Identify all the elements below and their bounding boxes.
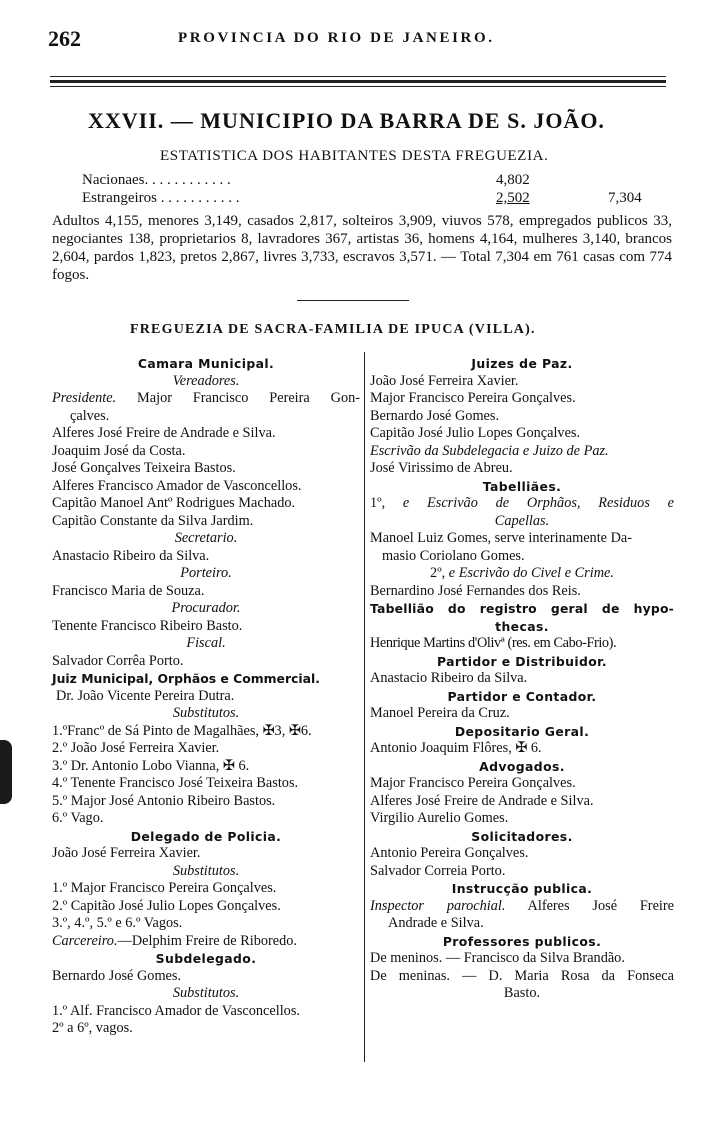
subdelegado-substituto-1: 1.º Alf. Francisco Amador de Vasconcellos. (52, 1002, 300, 1019)
partidor-distribuidor-heading: Partidor e Distribuidor. (436, 653, 608, 669)
freguezia-title: FREGUEZIA DE SACRA-FAMILIA DE IPUCA (VILLA). (130, 322, 536, 337)
section-subtitle: ESTATISTICA DOS HABITANTES DESTA FREGUEZIA. (160, 148, 549, 164)
juiz-substituto-3: 3.º Dr. Antonio Lobo Vianna, ✠ 6. (52, 757, 250, 774)
header-rule-top (50, 76, 666, 77)
inspector-role: Inspector parochial. (370, 897, 506, 914)
vereador-4: Alferes Francisco Amador de Vasconcellos. (52, 477, 302, 494)
tabelliao-1-prefix: 1º, (370, 495, 386, 511)
advogados-heading: Advogados. (479, 758, 565, 774)
carcereiro-name: —Delphim Freire de Riboredo. (117, 932, 297, 949)
solicitador-2: Salvador Correia Porto. (370, 862, 506, 879)
juizes-paz-heading: Juizes de Paz. (471, 356, 573, 371)
delegado-substitutos-subheading: Substitutos. (172, 862, 240, 879)
juiz-paz-3: Bernardo José Gomes. (370, 407, 500, 424)
tabelliao-1-line (370, 495, 674, 513)
secretario-subheading: Secretario. (174, 530, 238, 546)
juiz-paz-1: João José Ferreira Xavier. (370, 372, 519, 389)
professor-meninas: De meninas. — D. Maria Rosa da Fonseca (370, 967, 674, 984)
juiz-substituto-5: 5.º Major José Antonio Ribeiro Bastos. (52, 792, 276, 809)
advogado-2: Alferes José Freire de Andrade e Silva. (370, 792, 594, 809)
porteiro-name: Francisco Maria de Souza. (52, 582, 205, 599)
vereador-6: Capitão Constante da Silva Jardim. (52, 512, 254, 529)
escrivao-paz-name: José Virissimo de Abreu. (370, 460, 513, 476)
instruccao-heading: Instrucção publica. (451, 881, 593, 896)
delegado-substituto-2: 2.º Capitão José Julio Lopes Gonçalves. (52, 897, 281, 914)
juiz-paz-2: Major Francisco Pereira Gonçalves. (370, 390, 576, 406)
porteiro-subheading: Porteiro. (180, 565, 232, 581)
juiz-name: Dr. João Vicente Pereira Dutra. (56, 687, 235, 704)
registro-name: Henrique Martins d'Olivª (res. em Cabo-Frio). (370, 635, 617, 651)
juiz-substituto-6: 6.º Vago. (52, 810, 104, 826)
presidente-role: Presidente. (52, 390, 117, 406)
procurador-name: Tenente Francisco Ribeiro Basto. (52, 617, 243, 634)
tabelliao-1-name-cont: masio Coriolano Gomes. (382, 547, 525, 564)
solicitador-1: Antonio Pereira Gonçalves. (370, 845, 529, 861)
juiz-heading: Juiz Municipal, Orphãos e Commercial. (52, 671, 320, 686)
stat-estrangeiros-value: 2,502 (496, 190, 530, 206)
stat-total-value: 7,304 (608, 190, 642, 206)
header-rule-thick (50, 80, 666, 83)
stat-nacionaes-value: 4,802 (496, 172, 530, 188)
stat-nacionaes-label: Nacionaes. . . . . . . . . . . . (82, 172, 231, 188)
carcereiro-line (52, 933, 360, 951)
inspector-cont: Andrade e Silva. (388, 915, 484, 931)
delegado-name: João José Ferreira Xavier. (52, 845, 201, 861)
subdelegado-name: Bernardo José Gomes. (52, 967, 182, 984)
vereadores-subheading: Vereadores. (172, 372, 240, 389)
tabelliao-2-name: Bernardino José Fernandes dos Reis. (370, 582, 581, 599)
fiscal-subheading: Fiscal. (186, 635, 226, 651)
subdelegado-substituto-2: 2º a 6º, vagos. (52, 1020, 133, 1036)
vereador-2: Joaquim José da Costa. (52, 442, 186, 459)
secretario-name: Anastacio Ribeiro da Silva. (52, 547, 210, 564)
professor-meninas-cont: Basto. (503, 985, 541, 1001)
stat-estrangeiros-label: Estrangeiros . . . . . . . . . . . (82, 190, 240, 206)
running-title: PROVINCIA DO RIO DE JANEIRO. (178, 30, 495, 46)
juiz-substituto-4: 4.º Tenente Francisco José Teixeira Bastos. (52, 775, 299, 791)
vereador-3: José Gonçalves Teixeira Bastos. (52, 460, 236, 476)
delegado-substituto-1: 1.º Major Francisco Pereira Gonçalves. (52, 880, 277, 896)
subdelegado-heading: Subdelegado. (155, 951, 257, 966)
juiz-substituto-2: 2.º João José Ferreira Xavier. (52, 740, 220, 756)
left-column (52, 355, 360, 1038)
delegado-heading: Delegado de Policia. (130, 828, 282, 844)
tabelliao-2-prefix: 2º, (430, 565, 446, 581)
partidor-contador-name: Manoel Pereira da Cruz. (370, 705, 510, 721)
juiz-substituto-1: 1.ºFrancº de Sá Pinto de Magalhães, ✠3, ✠6. (52, 722, 312, 739)
tabelliao-2-role: e Escrivão do Civel e Crime. (448, 565, 614, 581)
page-ink-blot (0, 740, 12, 804)
registro-heading-cont: thecas. (495, 618, 549, 634)
professores-heading: Professores publicos. (442, 933, 602, 949)
carcereiro-role: Carcereiro. (52, 932, 118, 949)
section-title: XXVII. — MUNICIPIO DA BARRA DE S. JOÃO. (88, 108, 605, 133)
presidente-cont: çalves. (70, 407, 110, 424)
inspector-line (370, 898, 674, 916)
tabelliao-1-name: Manoel Luiz Gomes, serve interinamente Da- (370, 530, 633, 546)
vereador-5: Capitão Manoel Antº Rodrigues Machado. (52, 495, 296, 511)
presidente-line (52, 390, 360, 408)
advogado-1: Major Francisco Pereira Gonçalves. (370, 775, 576, 791)
subdelegado-substitutos-subheading: Substitutos. (172, 985, 240, 1001)
partidor-contador-heading: Partidor e Contador. (447, 688, 597, 704)
header-rule-bottom (50, 86, 666, 87)
column-divider (364, 352, 365, 1062)
professor-meninos: De meninos. — Francisco da Silva Brandão. (370, 950, 625, 966)
tabelliao-1-role: e Escrivão de Orphãos, Residuos e (402, 495, 674, 511)
presidente-name: Major Francisco Pereira Gon- (137, 390, 360, 406)
depositario-name: Antonio Joaquim Flôres, ✠ 6. (370, 740, 542, 756)
tabelliao-1-role-cont: Capellas. (494, 512, 550, 529)
partidor-distribuidor-name: Anastacio Ribeiro da Silva. (370, 670, 528, 686)
advogado-3: Virgilio Aurelio Gomes. (370, 810, 509, 826)
delegado-substituto-3: 3.º, 4.º, 5.º e 6.º Vagos. (52, 915, 183, 931)
juiz-substitutos-subheading: Substitutos. (172, 705, 240, 721)
escrivao-paz-role: Escrivão da Subdelegacia e Juizo de Paz. (370, 442, 609, 459)
procurador-subheading: Procurador. (171, 600, 241, 616)
page-number: 262 (48, 26, 81, 51)
tabelliao-2-line (370, 565, 674, 583)
stats-paragraph: Adultos 4,155, menores 3,149, casados 2,817, solteiros 3,909, viuvos 578, empregados publicos 33, negociantes 138, proprietarios 8, lavradores 367, artistas 36, homens 4,164, mulheres 3,140, brancos 2,604, pardos 1,823, pretos 2,867, livres 3,733, escravos 3,571. — Total 7,304 em 761 casas com 774 fogos. (52, 213, 672, 283)
camara-heading: Camara Municipal. (137, 356, 275, 371)
depositario-heading: Depositario Geral. (454, 723, 590, 739)
registro-heading: Tabellião do registro geral de hypo- (370, 601, 674, 616)
right-column (370, 355, 674, 1003)
fiscal-name: Salvador Corrêa Porto. (52, 652, 184, 669)
inspector-name: Alferes José Freire (527, 897, 674, 914)
juiz-paz-4: Capitão José Julio Lopes Gonçalves. (370, 425, 581, 441)
solicitadores-heading: Solicitadores. (471, 828, 573, 844)
section-divider (297, 300, 409, 301)
tabelliaes-heading: Tabelliães. (482, 478, 562, 494)
vereador-1: Alferes José Freire de Andrade e Silva. (52, 425, 276, 441)
